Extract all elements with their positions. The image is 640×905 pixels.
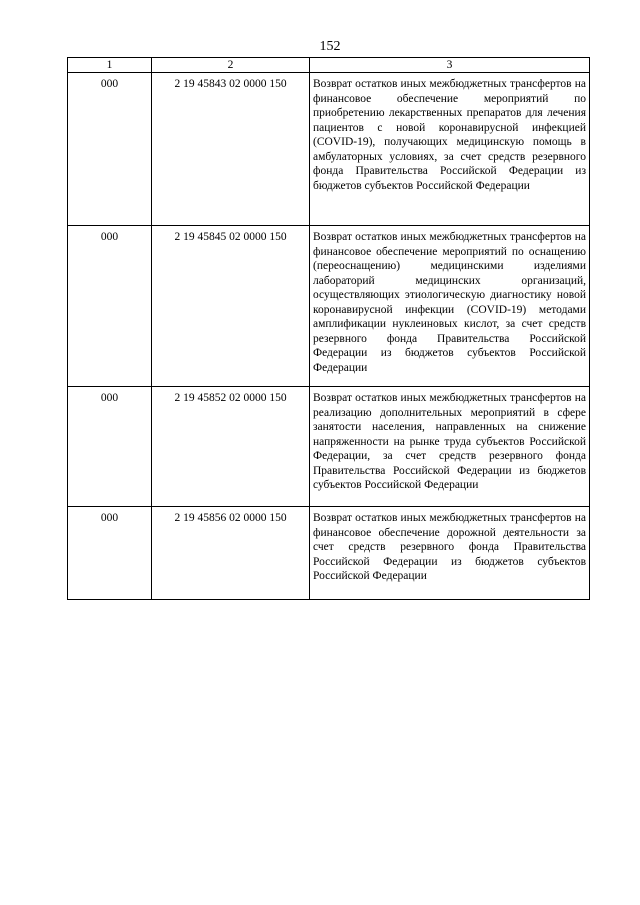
admin-code-cell: 000 xyxy=(68,73,152,226)
table-row xyxy=(68,507,590,600)
budget-classification-table xyxy=(67,57,590,600)
table-row xyxy=(68,226,590,387)
column-number-2: 2 xyxy=(152,58,310,73)
admin-code-cell: 000 xyxy=(68,226,152,387)
budget-code-cell: 2 19 45852 02 0000 150 xyxy=(152,387,310,507)
budget-code-cell: 2 19 45845 02 0000 150 xyxy=(152,226,310,387)
budget-code-cell: 2 19 45843 02 0000 150 xyxy=(152,73,310,226)
description-cell: Возврат остатков иных межбюджетных трансфертов на финансовое обеспечение дорожной деятельности за счет средств резервного фонда Правительства Российской Федерации из бюджетов субъектов Российской Федерации xyxy=(310,507,590,600)
table-header-row xyxy=(68,58,590,73)
admin-code-cell: 000 xyxy=(68,507,152,600)
budget-code-cell: 2 19 45856 02 0000 150 xyxy=(152,507,310,600)
column-number-1: 1 xyxy=(68,58,152,73)
admin-code-cell: 000 xyxy=(68,387,152,507)
table-row xyxy=(68,387,590,507)
page-number: 152 xyxy=(319,39,341,54)
description-cell: Возврат остатков иных межбюджетных трансфертов на финансовое обеспечение мероприятий по приобретению лекарственных препаратов для лечения пациентов с новой коронавирусной инфекцией (COVID-19), получающих медицинскую помощь в амбулаторных условиях, за счет средств резервного фонда Правительства Российской Федерации из бюджетов субъектов Российской Федерации xyxy=(310,73,590,226)
description-cell: Возврат остатков иных межбюджетных трансфертов на реализацию дополнительных мероприятий в сфере занятости населения, направленных на снижение напряженности на рынке труда субъектов Российской Федерации, за счет средств резервного фонда Правительства Российской Федерации из бюджетов субъектов Российской Федерации xyxy=(310,387,590,507)
table-row xyxy=(68,73,590,226)
column-number-3: 3 xyxy=(310,58,590,73)
description-cell: Возврат остатков иных межбюджетных трансфертов на финансовое обеспечение мероприятий по оснащению (переоснащению) медицинскими изделиями лабораторий медицинских организаций, осуществляющих этиологическую диагностику новой коронавирусной инфекции (COVID-19) методами амплификации нуклеиновых кислот, за счет средств резервного фонда Правительства Российской Федерации из бюджетов субъектов Российской Федерации xyxy=(310,226,590,387)
